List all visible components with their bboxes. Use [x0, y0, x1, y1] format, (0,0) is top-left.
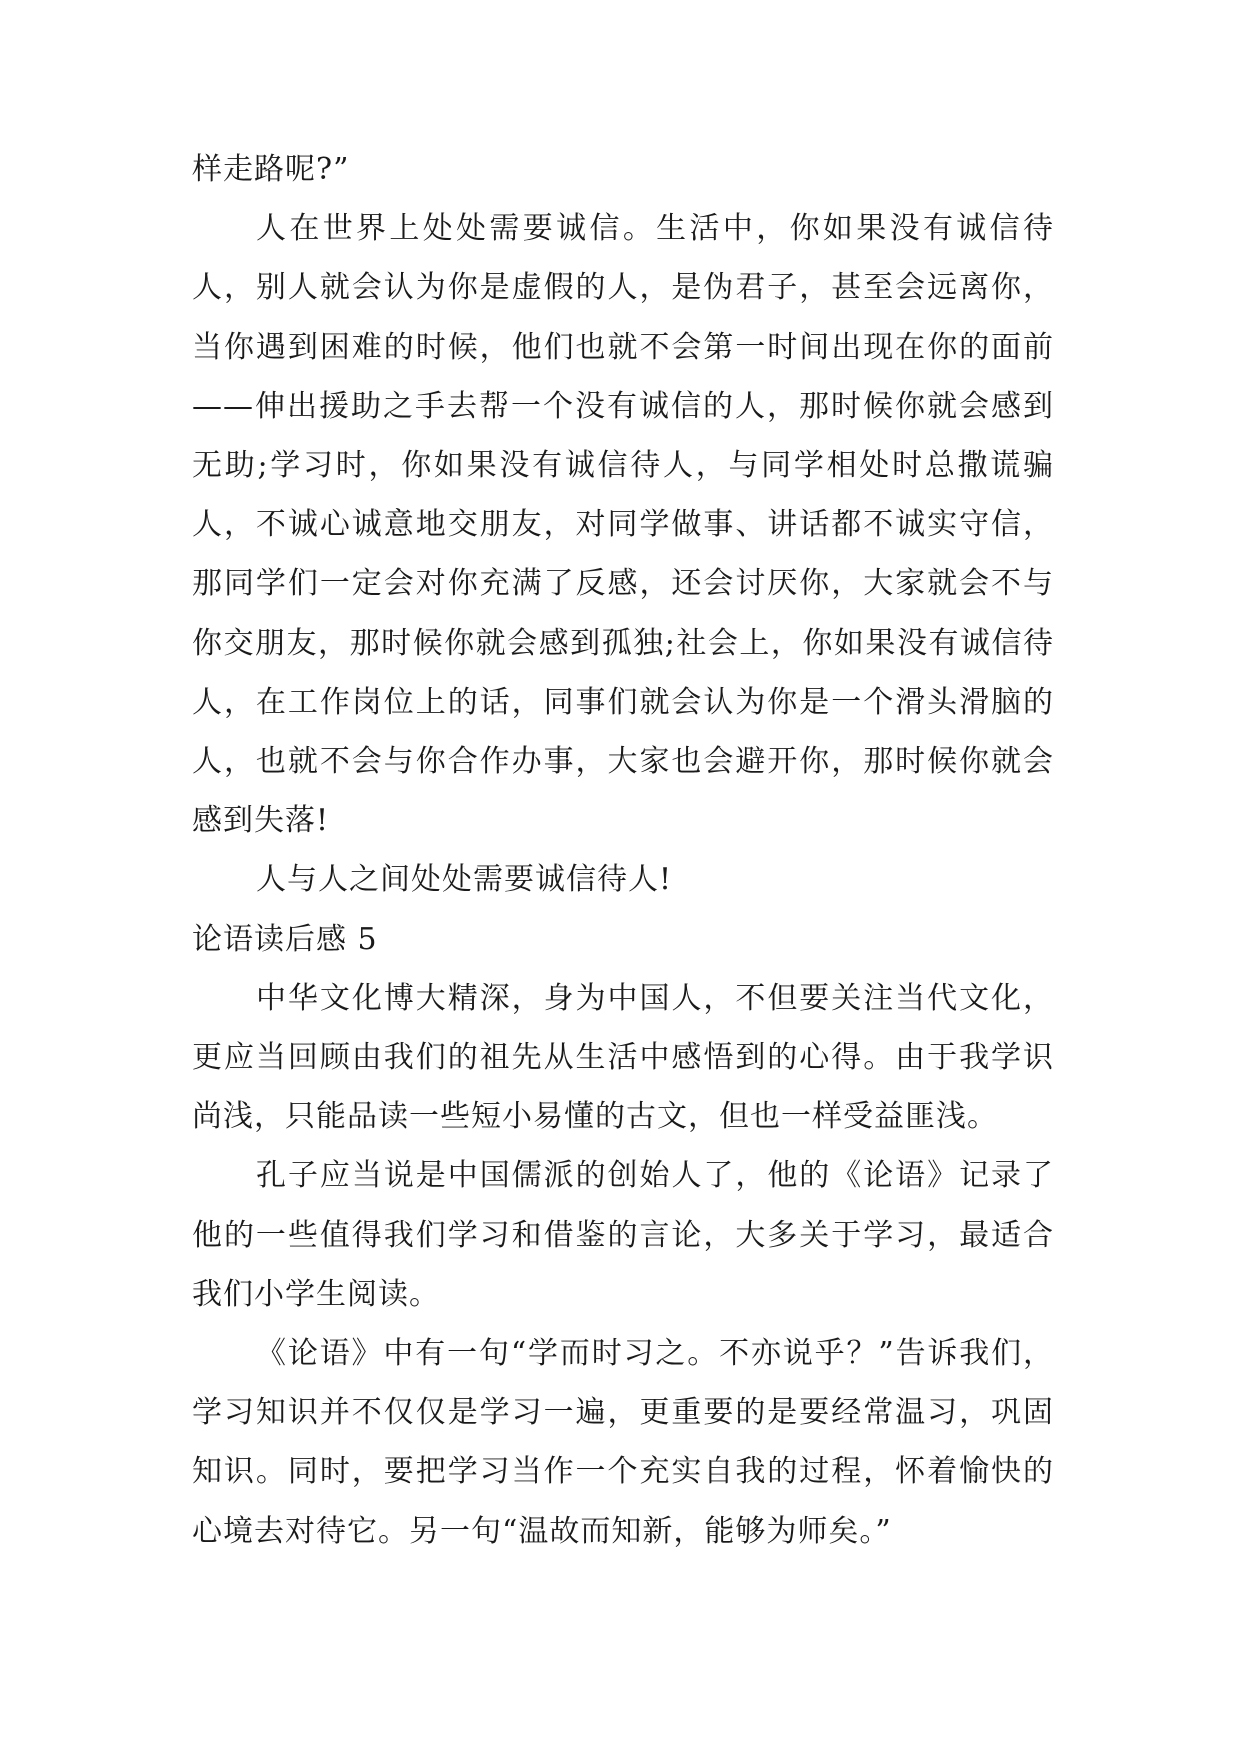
paragraph-analects-quote: 《论语》中有一句“学而时习之。不亦说乎？”告诉我们，学习知识并不仅仅是学习一遍，更重要的是要经常温习，巩固知识。同时，要把学习当作一个充实自我的过程，怀着愉快的心境去对待它。另一句“温故而知新，能够为师矣。”	[192, 1336, 1054, 1549]
paragraph-culture: 中华文化博大精深，身为中国人，不但要关注当代文化，更应当回顾由我们的祖先从生活中感悟到的心得。由于我学识尚浅，只能品读一些短小易懂的古文，但也一样受益匪浅。	[192, 980, 1054, 1135]
section-heading: 论语读后感 5	[192, 921, 378, 957]
paragraph-continuation: 样走路呢?”	[192, 152, 350, 187]
paragraph-integrity: 人在世界上处处需要诚信。生活中，你如果没有诚信待人，别人就会认为你是虚假的人，是伪君子，甚至会远离你，当你遇到困难的时候，他们也就不会第一时间出现在你的面前——伸出援助之手去帮一个没有诚信的人，那时候你就会感到无助;学习时，你如果没有诚信待人，与同学相处时总撒谎骗人，不诚心诚意地交朋友，对同学做事、讲话都不诚实守信，那同学们一定会对你充满了反感，还会讨厌你，大家就会不与你交朋友，那时候你就会感到孤独;社会上，你如果没有诚信待人，在工作岗位上的话，同事们就会认为你是一个滑头滑脑的人，也就不会与你合作办事，大家也会避开你，那时候你就会感到失落!	[192, 211, 1054, 839]
document-page	[192, 140, 1054, 1561]
paragraph-confucius: 孔子应当说是中国儒派的创始人了，他的《论语》记录了他的一些值得我们学习和借鉴的言论，大多关于学习，最适合我们小学生阅读。	[192, 1158, 1054, 1312]
paragraph-integrity-conclusion: 人与人之间处处需要诚信待人!	[256, 862, 673, 898]
